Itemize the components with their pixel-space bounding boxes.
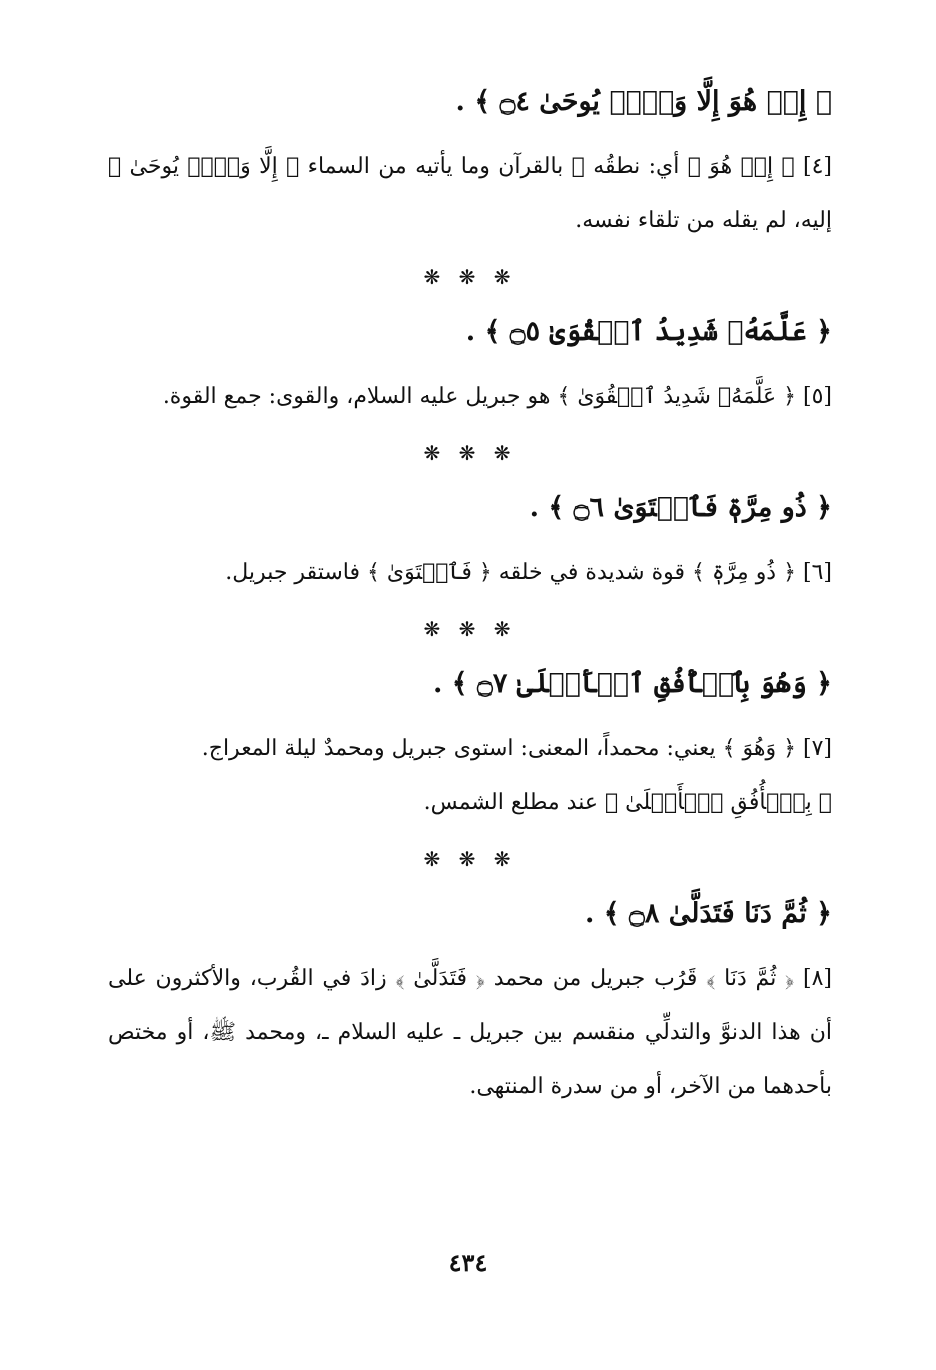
- commentary-8: [٨] ﴿ ثُمَّ دَنَا ﴾ قَرُب جبريل من محمد ﴿ فَتَدَلَّىٰ ﴾ زادَ في القُرب، والأكثرون على أن هذا الدنوَّ والتدلِّي منقسم بين جبريل ـ عليه السلام ـ، ومحمد ﷺ، أو مختص بأحدهما من الآخر، أو من سدرة المنتهى.: [108, 966, 832, 1099]
- commentary-7: [٧] ﴿ وَهُوَ ﴾ يعني: محمداً، المعنى: استوى جبريل ومحمدٌ ليلة المعراج.: [201, 736, 832, 761]
- commentary-4: [٤] ﴿ إِنۡ هُوَ ﴾ أي: نطقُه ﷺ بالقرآن وما يأتيه من السماء ﴿ إِلَّا وَحۡيٞ يُوحَىٰ ﴾ إليه، لم يقله من تلقاء نفسه.: [108, 154, 832, 233]
- page-number: ٤٣٤: [448, 1248, 488, 1277]
- commentary-7-continued: ﴿ بِٱلۡأُفُقِ ٱلۡأَعۡلَىٰ ﴾ عند مطلع الشمس.: [423, 790, 832, 815]
- verse-6: ﴿ ذُو مِرَّةٖ فَٱسۡتَوَىٰ ۝٦ ﴾ .: [529, 492, 832, 523]
- commentary-6: [٦] ﴿ ذُو مِرَّةٖ ﴾ قوة شديدة في خلقه ﴿ فَٱسۡتَوَىٰ ﴾ فاستقر جبريل.: [225, 560, 832, 585]
- section-separator: ❋ ❋ ❋: [423, 265, 517, 289]
- verse-4: ﴿ إِنۡ هُوَ إِلَّا وَحۡيٞ يُوحَىٰ ۝٤ ﴾ .: [455, 86, 832, 117]
- verse-8: ﴿ ثُمَّ دَنَا فَتَدَلَّىٰ ۝٨ ﴾ .: [585, 898, 832, 929]
- verse-5: ﴿ عَلَّمَهُۥ شَدِيدُ ٱلۡقُوَىٰ ۝٥ ﴾ .: [465, 316, 832, 347]
- section-separator: ❋ ❋ ❋: [423, 441, 517, 465]
- section-separator: ❋ ❋ ❋: [423, 617, 517, 641]
- verse-7: ﴿ وَهُوَ بِٱلۡأُفُقِ ٱلۡأَعۡلَىٰ ۝٧ ﴾ .: [432, 668, 832, 699]
- page-body: [108, 60, 832, 1114]
- commentary-5: [٥] ﴿ عَلَّمَهُۥ شَدِيدُ ٱلۡقُوَىٰ ﴾ هو جبريل عليه السلام، والقوى: جمع القوة.: [162, 384, 832, 409]
- section-separator: ❋ ❋ ❋: [423, 847, 517, 871]
